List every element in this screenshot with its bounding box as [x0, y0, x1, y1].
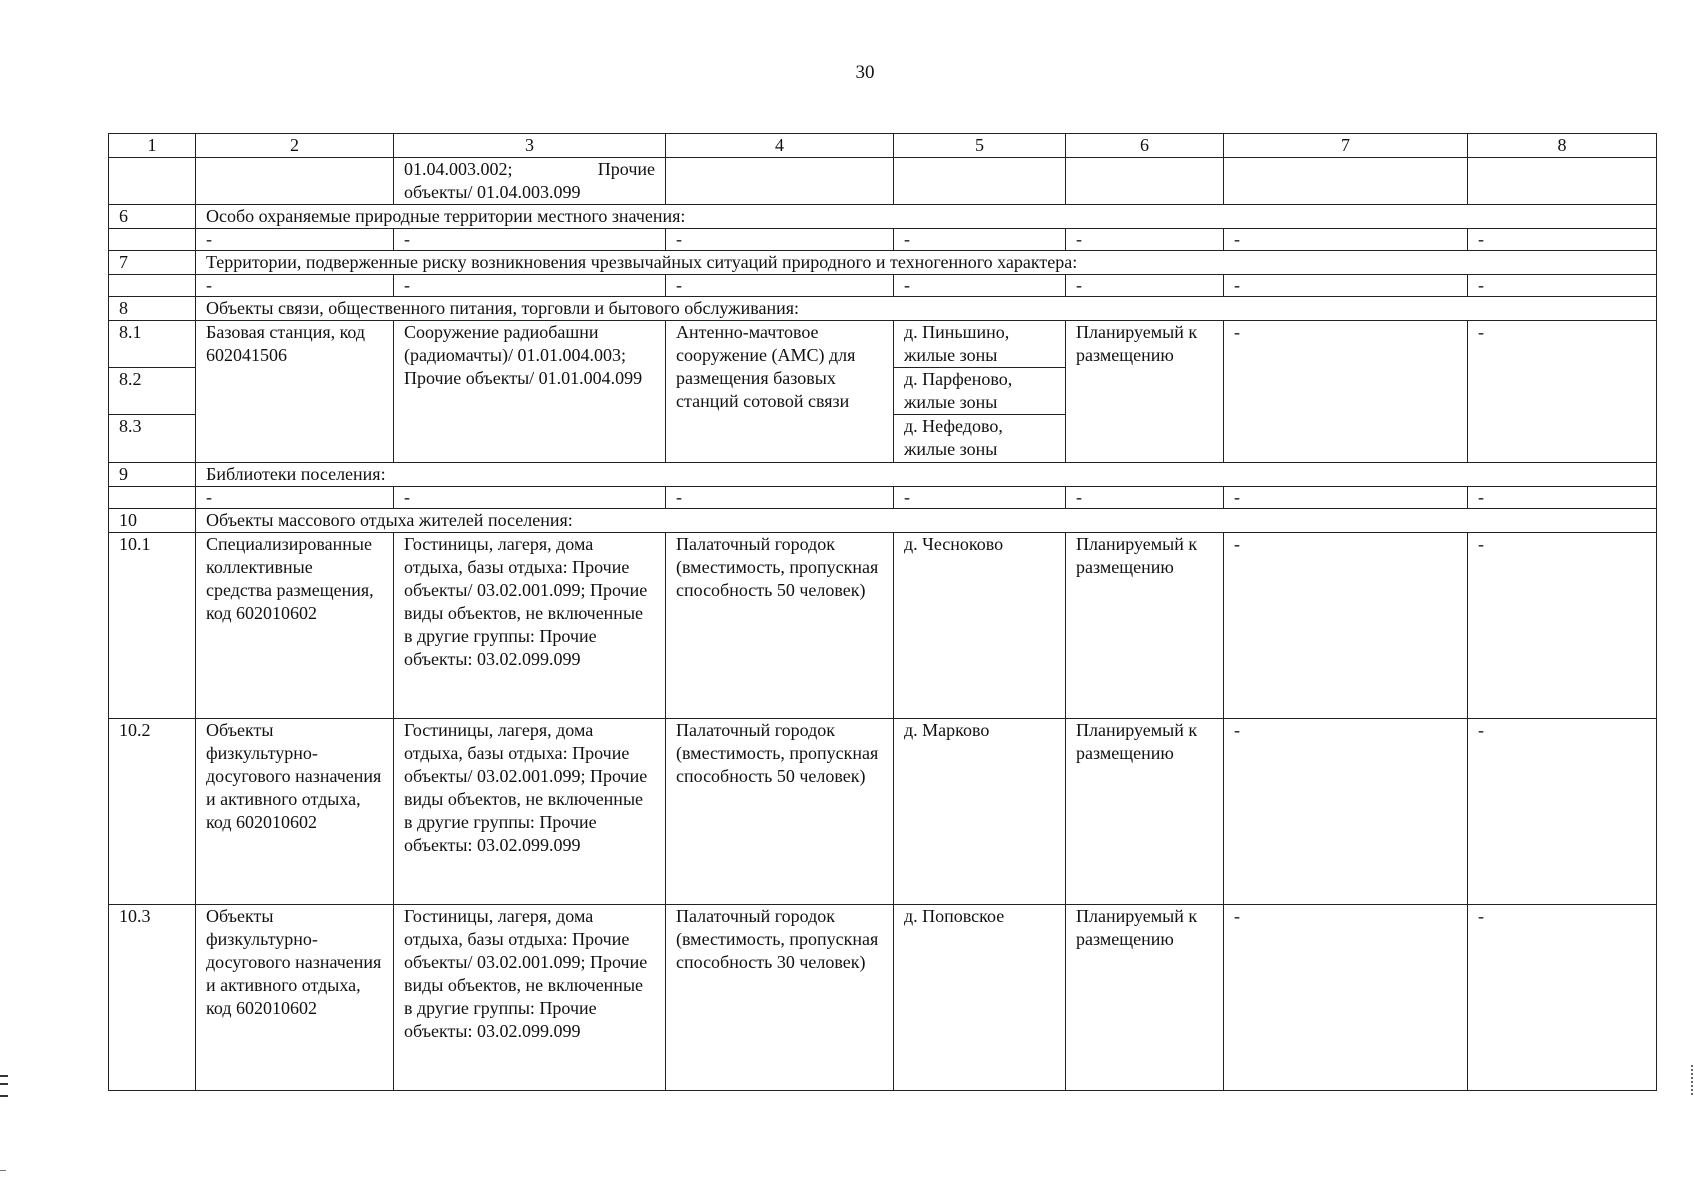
section-title: Объекты связи, общественного питания, торговли и бытового обслуживания: — [196, 297, 1657, 321]
page-number: 30 — [855, 62, 875, 83]
object-type: Сооружение радиобашни (радиомачты)/ 01.01.004.003; Прочие объекты/ 01.01.004.099 — [394, 321, 666, 463]
section-title: Объекты массового отдыха жителей поселения: — [196, 509, 1657, 533]
col7-value: - — [1224, 533, 1468, 719]
table-row-10-2 — [109, 719, 1657, 905]
continuation-line2: объекты/ 01.04.003.099 — [404, 182, 581, 202]
table-cell — [666, 158, 894, 205]
dash-cell: - — [394, 487, 666, 509]
header-cell: 8 — [1468, 134, 1657, 158]
continuation-line1-left: 01.04.003.002; — [404, 159, 513, 179]
status: Планируемый к размещению — [1066, 321, 1224, 463]
col8-value: - — [1468, 905, 1657, 1091]
scan-mark — [0, 1170, 6, 1171]
header-cell: 4 — [666, 134, 894, 158]
location: д. Чесноково — [894, 533, 1066, 719]
table-row-8 — [109, 321, 1657, 463]
object-type: Гостиницы, лагеря, дома отдыха, базы отдыха: Прочие объекты/ 03.02.001.099; Прочие виды объектов, не включенные в другие группы: Прочие объекты: 03.02.099.099 — [394, 533, 666, 719]
object-description: Палаточный городок (вместимость, пропускная способность 30 человек) — [666, 905, 894, 1091]
header-cell: 7 — [1224, 134, 1468, 158]
dash-cell: - — [894, 487, 1066, 509]
section-number: 10 — [109, 509, 196, 533]
dash-cell: - — [394, 229, 666, 251]
binding-mark — [0, 1075, 8, 1097]
header-row — [109, 134, 1657, 158]
header-cell: 2 — [196, 134, 394, 158]
row-number-cell — [109, 321, 196, 463]
row-number: 8.1 — [109, 321, 195, 368]
table-cell — [1066, 158, 1224, 205]
col7-value: - — [1224, 321, 1468, 463]
status: Планируемый к размещению — [1066, 533, 1224, 719]
object-name: Объекты физкультурно-досугового назначения и активного отдыха, код 602010602 — [196, 719, 394, 905]
dash-row — [109, 229, 1657, 251]
dash-cell: - — [196, 275, 394, 297]
col8-value: - — [1468, 321, 1657, 463]
dash-cell: - — [1224, 275, 1468, 297]
table-cell — [894, 158, 1066, 205]
col8-value: - — [1468, 533, 1657, 719]
section-number: 8 — [109, 297, 196, 321]
document-table — [108, 133, 1657, 1091]
table-cell — [109, 275, 196, 297]
col7-value: - — [1224, 905, 1468, 1091]
continuation-line1-right: Прочие — [597, 159, 655, 179]
section-row-6 — [109, 205, 1657, 229]
section-row-10 — [109, 509, 1657, 533]
section-number: 6 — [109, 205, 196, 229]
object-name: Специализированные коллективные средства размещения, код 602010602 — [196, 533, 394, 719]
table-row-10-1 — [109, 533, 1657, 719]
col8-value: - — [1468, 719, 1657, 905]
dash-row — [109, 275, 1657, 297]
table-cell — [109, 487, 196, 509]
header-cell: 1 — [109, 134, 196, 158]
table-cell — [196, 158, 394, 205]
section-row-7 — [109, 251, 1657, 275]
continuation-row — [109, 158, 1657, 205]
scan-edge-mark — [1691, 1065, 1697, 1095]
object-name: Объекты физкультурно-досугового назначения и активного отдыха, код 602010602 — [196, 905, 394, 1091]
object-type: Гостиницы, лагеря, дома отдыха, базы отдыха: Прочие объекты/ 03.02.001.099; Прочие виды объектов, не включенные в другие группы: Прочие объекты: 03.02.099.099 — [394, 905, 666, 1091]
section-row-8 — [109, 297, 1657, 321]
dash-cell: - — [1066, 487, 1224, 509]
dash-cell: - — [1066, 229, 1224, 251]
dash-cell: - — [666, 487, 894, 509]
section-number: 7 — [109, 251, 196, 275]
object-description: Палаточный городок (вместимость, пропускная способность 50 человек) — [666, 533, 894, 719]
object-description: Палаточный городок (вместимость, пропускная способность 50 человек) — [666, 719, 894, 905]
location: д. Нефедово, жилые зоны — [904, 416, 1003, 459]
section-title: Особо охраняемые природные территории местного значения: — [196, 205, 1657, 229]
location: д. Поповское — [894, 905, 1066, 1091]
section-number: 9 — [109, 463, 196, 487]
dash-cell: - — [666, 275, 894, 297]
table-cell — [109, 158, 196, 205]
dash-cell: - — [666, 229, 894, 251]
header-cell: 6 — [1066, 134, 1224, 158]
dash-cell: - — [1468, 229, 1657, 251]
location-cell — [894, 321, 1066, 463]
section-row-9 — [109, 463, 1657, 487]
dash-cell: - — [1224, 487, 1468, 509]
table-cell — [1468, 158, 1657, 205]
table-cell — [109, 229, 196, 251]
section-title: Территории, подверженные риску возникновения чрезвычайных ситуаций природного и техногенного характера: — [196, 251, 1657, 275]
col7-value: - — [1224, 719, 1468, 905]
table-cell — [1224, 158, 1468, 205]
section-title: Библиотеки поселения: — [196, 463, 1657, 487]
row-number: 10.1 — [109, 533, 196, 719]
dash-cell: - — [394, 275, 666, 297]
row-number: 8.2 — [109, 368, 195, 415]
dash-cell: - — [894, 229, 1066, 251]
dash-cell: - — [894, 275, 1066, 297]
location: д. Пиньшино, жилые зоны — [894, 321, 1065, 368]
dash-cell: - — [1468, 275, 1657, 297]
dash-cell: - — [1066, 275, 1224, 297]
row-number: 10.3 — [109, 905, 196, 1091]
location: д. Парфеново, жилые зоны — [894, 368, 1065, 415]
header-cell: 3 — [394, 134, 666, 158]
dash-cell: - — [196, 487, 394, 509]
location: д. Марково — [894, 719, 1066, 905]
continuation-cell — [394, 158, 666, 205]
table-row-10-3 — [109, 905, 1657, 1091]
dash-row — [109, 487, 1657, 509]
dash-cell: - — [196, 229, 394, 251]
dash-cell: - — [1224, 229, 1468, 251]
row-number: 10.2 — [109, 719, 196, 905]
object-description: Антенно-мачтовое сооружение (АМС) для размещения базовых станций сотовой связи — [666, 321, 894, 463]
header-cell: 5 — [894, 134, 1066, 158]
status: Планируемый к размещению — [1066, 905, 1224, 1091]
object-type: Гостиницы, лагеря, дома отдыха, базы отдыха: Прочие объекты/ 03.02.001.099; Прочие виды объектов, не включенные в другие группы: Прочие объекты: 03.02.099.099 — [394, 719, 666, 905]
object-name: Базовая станция, код 602041506 — [196, 321, 394, 463]
row-number: 8.3 — [119, 416, 142, 436]
status: Планируемый к размещению — [1066, 719, 1224, 905]
dash-cell: - — [1468, 487, 1657, 509]
